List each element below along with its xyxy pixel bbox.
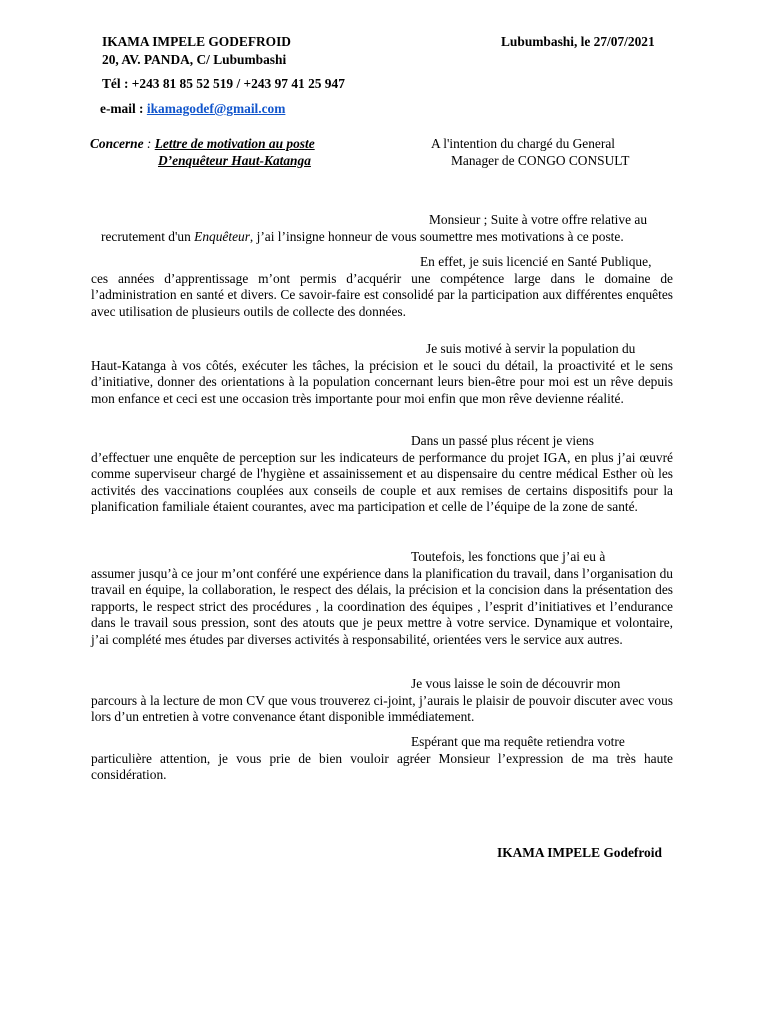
recipient-line-1: A l'intention du chargé du General bbox=[431, 136, 616, 151]
paragraph-7-first-line: Espérant que ma requête retiendra votre bbox=[411, 734, 625, 749]
email-link[interactable]: ikamagodef@gmail.com bbox=[146, 101, 286, 116]
concerne-subject-2: D’enquêteur Haut-Katanga bbox=[158, 153, 311, 168]
signature: IKAMA IMPELE Godefroid bbox=[497, 845, 662, 860]
sender-name: IKAMA IMPELE GODEFROID bbox=[102, 34, 291, 49]
paragraph-3-body: Haut-Katanga à vos côtés, exécuter les tâches, la précision et le souci du détail, la proactivité et le sens d’initiative, donner des orientations à la population concernant leurs bien-être pour moi est un rêve depuis mon enfance et ceci est une occasion très importante pour moi enfin que mon rêve devienne réalité. bbox=[91, 357, 673, 406]
paragraph-1-text-a: recrutement d'un bbox=[101, 228, 195, 244]
paragraph-7-body: particulière attention, je vous prie de bien vouloir agréer Monsieur l’expression de ma très haute considération. bbox=[91, 750, 673, 782]
sender-email-line bbox=[100, 101, 285, 117]
paragraph-5 bbox=[91, 549, 673, 648]
sender-address: 20, AV. PANDA, C/ Lubumbashi bbox=[102, 52, 287, 67]
paragraph-1 bbox=[91, 212, 673, 245]
concerne-line-1 bbox=[90, 136, 315, 152]
paragraph-1-text-b: , j’ai l’insigne honneur de vous soumettre mes motivations à ce poste. bbox=[249, 228, 624, 244]
paragraph-4 bbox=[91, 433, 673, 516]
paragraph-4-body: d’effectuer une enquête de perception sur les indicateurs de performance du projet IGA, en plus j’ai œuvré comme superviseur chargé de l'hygiène et assainissement et au dispensaire du centre médical Esther où les activités des vaccinations couplées aux conseils de couple et aux remises de certains dispositifs pour la planification familiale étaient courantes, avec ma participation et celle de l’équipe de la zone de santé. bbox=[91, 449, 673, 514]
paragraph-5-first-line: Toutefois, les fonctions que j’ai eu à bbox=[411, 549, 606, 564]
concerne-label: Concerne bbox=[90, 136, 144, 151]
sender-phone: Tél : +243 81 85 52 519 / +243 97 41 25 947 bbox=[102, 76, 345, 91]
paragraph-6-first-line: Je vous laisse le soin de découvrir mon bbox=[411, 676, 621, 691]
paragraph-3-first-line: Je suis motivé à servir la population du bbox=[426, 341, 636, 356]
paragraph-6 bbox=[91, 676, 673, 726]
concerne-line-2 bbox=[158, 153, 311, 169]
place-date: Lubumbashi, le 27/07/2021 bbox=[501, 34, 655, 49]
paragraph-2-first-line: En effet, je suis licencié en Santé Publique, bbox=[420, 254, 652, 269]
paragraph-7 bbox=[91, 734, 673, 784]
concerne-separator: : bbox=[143, 136, 155, 151]
paragraph-5-body: assumer jusqu’à ce jour m’ont conféré une expérience dans la planification du travail, dans l’organisation du travail en équipe, la collaboration, le respect des délais, la précision et la concision dans la présentation des rapports, le respect strict des procédures , la coordination des équipes , l’esprit d’initiatives et l’endurance dans le travail sous pression, sont des atouts que je peux mettre à votre service. Dynamique et volontaire, j’ai complété mes études par diverses activités à responsabilité, orientées vers le service aux autres. bbox=[91, 565, 673, 647]
paragraph-3 bbox=[91, 341, 673, 407]
paragraph-1-emphasis: Enquêteur bbox=[194, 228, 250, 244]
paragraph-6-body: parcours à la lecture de mon CV que vous trouverez ci-joint, j’aurais le plaisir de pouvoir discuter avec vous lors d’un entretien à votre convenance étant disponible immédiatement. bbox=[91, 692, 673, 724]
paragraph-1-body bbox=[91, 229, 673, 246]
paragraph-2-body: ces années d’apprentissage m’ont permis d’acquérir une compétence large dans le domaine de l’administration en santé et divers. Ce savoir-faire est consolidé par la participation aux différentes enquêtes avec utilisation de plusieurs outils de collecte des données. bbox=[91, 270, 673, 319]
email-label: e-mail : bbox=[100, 101, 147, 116]
concerne-subject-1: Lettre de motivation au poste bbox=[154, 136, 315, 151]
paragraph-2 bbox=[91, 254, 673, 320]
paragraph-1-first-line: Monsieur ; Suite à votre offre relative au bbox=[429, 212, 648, 227]
recipient-line-2: Manager de CONGO CONSULT bbox=[451, 153, 630, 168]
paragraph-4-first-line: Dans un passé plus récent je viens bbox=[411, 433, 594, 448]
